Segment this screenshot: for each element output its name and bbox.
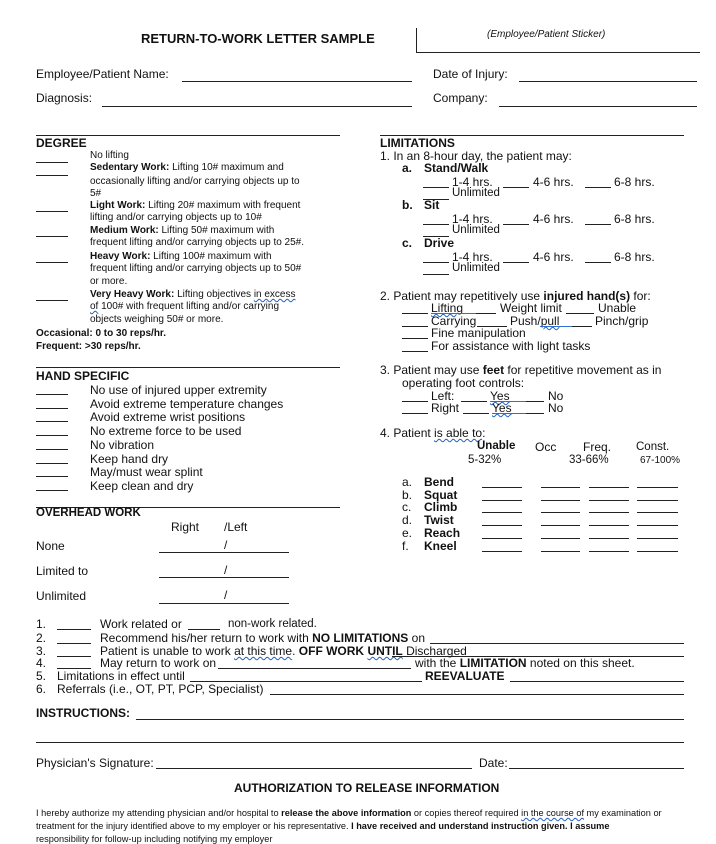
limitations-question-3-line2: operating foot controls: — [402, 376, 525, 390]
date-of-injury-label: Date of Injury: — [433, 67, 508, 81]
signature-field[interactable] — [156, 768, 472, 769]
item-6-number: 6. — [36, 682, 47, 696]
degree-light: Light Work: Lifting 20# maximum with frequent — [90, 200, 301, 211]
hand-option-blank[interactable] — [36, 463, 68, 464]
hand-assist-blank[interactable] — [402, 351, 428, 352]
movement-const-field[interactable] — [637, 500, 678, 501]
degree-blank-very-heavy[interactable] — [36, 300, 68, 301]
movement-unable-field[interactable] — [482, 487, 522, 488]
hand-carrying-blank[interactable] — [402, 326, 428, 327]
limitations-question-4: 4. Patient is able to: — [380, 426, 486, 440]
overhead-limited-slash: / — [224, 563, 228, 577]
hours-1-4-blank[interactable] — [423, 224, 449, 225]
hand-option-label: Avoid extreme temperature changes — [90, 397, 284, 411]
degree-sedentary-line3: 5# — [90, 188, 102, 199]
degree-blank-sedentary[interactable] — [36, 175, 68, 176]
work-related-label: Work related or — [100, 617, 182, 631]
diagnosis-label: Diagnosis: — [36, 91, 93, 105]
hand-unable-blank[interactable] — [566, 313, 594, 314]
company-label: Company: — [433, 91, 488, 105]
movement-freq-field[interactable] — [589, 500, 629, 501]
degree-no-lifting: No lifting — [90, 150, 129, 161]
movement-unable-field[interactable] — [482, 538, 522, 539]
degree-sedentary-line2: occasionally lifting and/or carrying objects up to — [90, 176, 300, 187]
degree-medium-line2: frequent lifting and/or carrying objects up to 25#. — [90, 237, 305, 248]
movement-freq-field[interactable] — [589, 525, 629, 526]
hours-6-8-blank[interactable] — [585, 187, 611, 188]
work-related-blank[interactable] — [57, 629, 91, 630]
movement-name: Twist — [424, 513, 454, 527]
employee-name-label: Employee/Patient Name: — [36, 67, 169, 81]
employee-name-field[interactable] — [182, 81, 412, 82]
hand-pinch-grip-label: Pinch/grip — [595, 314, 649, 328]
sticker-box-edge — [416, 28, 418, 52]
movement-key: b. — [402, 488, 413, 502]
hours-4-6-label: 4-6 hrs. — [533, 175, 574, 189]
degree-heavy-line3: or more. — [90, 276, 128, 287]
hours-1-4-label: 1-4 hrs. — [452, 250, 493, 264]
movement-name: Kneel — [424, 539, 457, 553]
overhead-none-field[interactable] — [159, 552, 289, 553]
hours-4-6-label: 4-6 hrs. — [533, 212, 574, 226]
col-freq: Freq. — [583, 440, 612, 454]
degree-very-heavy-line3: objects weighing 50# or more. — [90, 314, 224, 325]
activity-key: c. — [402, 236, 413, 250]
date-of-injury-field[interactable] — [519, 81, 697, 82]
overhead-unlimited-slash: / — [224, 588, 228, 602]
movement-freq-field[interactable] — [589, 512, 629, 513]
foot-left-label: Left: — [431, 389, 455, 403]
movement-const-field[interactable] — [637, 551, 678, 552]
degree-blank-light[interactable] — [36, 211, 68, 212]
hand-option-blank[interactable] — [36, 408, 68, 409]
movement-occ-field[interactable] — [541, 487, 580, 488]
no-limitations-date-field[interactable] — [430, 643, 684, 644]
degree-blank-none[interactable] — [36, 162, 68, 163]
hours-6-8-label: 6-8 hrs. — [614, 250, 655, 264]
activity-key: a. — [402, 161, 413, 175]
col-const: Const. — [636, 441, 670, 453]
hand-option-blank[interactable] — [36, 476, 68, 477]
hand-lifting-label: Lifting — [431, 301, 464, 315]
degree-medium: Medium Work: Lifting 50# maximum with — [90, 225, 275, 236]
occasional-definition: Occasional: 0 to 30 reps/hr. — [36, 328, 167, 339]
hours-4-6-blank[interactable] — [503, 187, 529, 188]
activity-name: Stand/Walk — [424, 161, 489, 175]
hand-rule — [36, 367, 340, 368]
movement-freq-field[interactable] — [589, 538, 629, 539]
hand-weight-blank[interactable] — [476, 313, 496, 314]
hand-heading: HAND SPECIFIC — [36, 369, 130, 383]
hand-option-blank[interactable] — [36, 490, 68, 491]
movement-name: Climb — [424, 500, 458, 514]
foot-right-yes-underline — [492, 413, 526, 414]
hours-1-4-label: 1-4 hrs. — [452, 175, 493, 189]
overhead-none-label: None — [36, 539, 65, 553]
foot-left-yes-blank[interactable] — [461, 401, 487, 402]
non-work-related-label: non-work related. — [228, 618, 317, 630]
hand-carrying-label: Carrying — [431, 314, 477, 328]
overhead-heading: OVERHEAD WORK — [36, 507, 141, 519]
movement-occ-field[interactable] — [541, 512, 580, 513]
movement-freq-field[interactable] — [589, 487, 629, 488]
document-title: RETURN-TO-WORK LETTER SAMPLE — [141, 31, 375, 46]
hand-push-pull-underline — [540, 326, 572, 327]
limitations-until-label: Limitations in effect until — [57, 669, 185, 683]
hand-option-blank[interactable] — [36, 435, 68, 436]
referrals-label: Referrals (i.e., OT, PT, PCP, Specialist) — [57, 682, 264, 696]
movement-key: f. — [402, 539, 409, 553]
instructions-field-1[interactable] — [136, 719, 684, 720]
hours-1-4-label: 1-4 hrs. — [452, 212, 493, 226]
foot-right-no-blank[interactable] — [526, 413, 544, 414]
foot-right-no-label: No — [548, 401, 564, 415]
authorization-heading: AUTHORIZATION TO RELEASE INFORMATION — [234, 781, 500, 795]
overhead-limited-label: Limited to — [36, 564, 89, 578]
authorization-text-line2: treatment for the injury identified above to my employer or his representative. I have received and understand instruction given. I assume — [36, 821, 610, 831]
hand-fine-blank[interactable] — [402, 338, 428, 339]
company-field[interactable] — [499, 106, 697, 107]
movement-name: Bend — [424, 475, 454, 489]
hand-option-label: Keep hand dry — [90, 452, 169, 466]
hours-6-8-blank[interactable] — [585, 224, 611, 225]
col-occ: Occ — [535, 440, 557, 454]
diagnosis-field[interactable] — [102, 106, 412, 107]
movement-occ-field[interactable] — [541, 538, 580, 539]
foot-left-blank[interactable] — [402, 401, 428, 402]
unlimited-label: Unlimited — [452, 187, 500, 199]
limitations-question-2: 2. Patient may repetitively use injured hand(s) for: — [380, 289, 651, 303]
hand-pinch-blank[interactable] — [572, 326, 592, 327]
may-return-date-field[interactable] — [218, 668, 411, 669]
no-limitations-blank[interactable] — [57, 643, 91, 644]
hand-fine-label: Fine manipulation — [431, 326, 526, 340]
non-work-related-blank[interactable] — [188, 629, 220, 630]
overhead-none-slash: / — [224, 538, 228, 552]
movement-const-field[interactable] — [637, 487, 678, 488]
sticker-box-bottom — [416, 52, 700, 53]
hand-unable-label: Unable — [598, 301, 637, 315]
may-return-label: May return to work on — [100, 656, 217, 670]
with-limitation-label: with the LIMITATION noted on this sheet. — [415, 656, 635, 670]
item-3-number: 3. — [36, 644, 47, 658]
hand-option-label: No vibration — [90, 438, 155, 452]
foot-right-label: Right — [431, 401, 460, 415]
reevaluate-label: REEVALUATE — [425, 669, 505, 683]
foot-left-yes-label: Yes — [490, 389, 510, 403]
degree-blank-heavy[interactable] — [36, 262, 68, 263]
movement-name: Reach — [424, 526, 461, 540]
limitations-question-3: 3. Patient may use feet for repetitive movement as in — [380, 363, 662, 377]
overhead-right-label: Right — [171, 520, 200, 534]
unlimited-label: Unlimited — [452, 224, 500, 236]
date-label: Date: — [479, 756, 508, 770]
authorization-text-line3: responsibility for follow-up including notifying my employer — [36, 834, 273, 844]
movement-occ-field[interactable] — [541, 525, 580, 526]
movement-freq-field[interactable] — [589, 551, 629, 552]
col-unable: Unable — [477, 440, 516, 452]
unable-to-work-label: Patient is unable to work at this time. OFF WORK UNTIL Discharged — [100, 644, 467, 658]
movement-occ-field[interactable] — [541, 500, 580, 501]
hand-option-label: Keep clean and dry — [90, 479, 194, 493]
overhead-unlimited-label: Unlimited — [36, 589, 87, 603]
degree-heavy-line2: frequent lifting and/or carrying objects up to 50# — [90, 263, 302, 274]
hours-4-6-blank[interactable] — [503, 224, 529, 225]
activity-key: b. — [402, 198, 413, 212]
movement-key: d. — [402, 513, 413, 527]
activity-name: Sit — [424, 198, 440, 212]
frequent-definition: Frequent: >30 reps/hr. — [36, 341, 141, 352]
movement-const-field[interactable] — [637, 525, 678, 526]
hand-weight-limit-label: Weight limit — [500, 301, 562, 315]
movement-key: c. — [402, 500, 412, 514]
degree-light-line2: lifting and/or carrying objects up to 10# — [90, 212, 262, 223]
signature-label: Physician's Signature: — [36, 756, 154, 770]
hours-6-8-label: 6-8 hrs. — [614, 212, 655, 226]
movement-key: a. — [402, 475, 413, 489]
foot-right-yes-label: Yes — [492, 401, 512, 415]
unable-to-work-blank[interactable] — [57, 656, 91, 657]
unlimited-blank[interactable] — [423, 274, 449, 275]
overhead-limited-field[interactable] — [159, 577, 289, 578]
referrals-field[interactable] — [270, 694, 684, 695]
hand-option-blank[interactable] — [36, 449, 68, 450]
foot-left-no-label: No — [548, 389, 564, 403]
hand-option-blank[interactable] — [36, 421, 68, 422]
hand-assist-label: For assistance with light tasks — [431, 339, 591, 353]
movement-key: e. — [402, 526, 413, 540]
hours-4-6-blank[interactable] — [503, 262, 529, 263]
unlimited-label: Unlimited — [452, 262, 500, 274]
degree-heavy: Heavy Work: Lifting 100# maximum with — [90, 251, 272, 262]
hand-option-label: No extreme force to be used — [90, 424, 242, 438]
item-4-number: 4. — [36, 656, 47, 670]
limitations-heading: LIMITATIONS — [380, 136, 455, 150]
item-2-number: 2. — [36, 631, 47, 645]
instructions-label: INSTRUCTIONS: — [36, 706, 130, 720]
degree-sedentary: Sedentary Work: Lifting 10# maximum and — [90, 162, 284, 173]
foot-right-yes-blank[interactable] — [463, 413, 489, 414]
instructions-field-2[interactable] — [36, 742, 684, 743]
pct-freq: 33-66% — [569, 454, 609, 466]
pct-occ: 5-32% — [468, 454, 502, 466]
limitations-question-1: 1. In an 8-hour day, the patient may: — [380, 149, 572, 163]
degree-very-heavy: Very Heavy Work: Lifting objectives in excess — [90, 289, 296, 300]
overhead-unlimited-field[interactable] — [159, 603, 289, 604]
degree-blank-medium[interactable] — [36, 236, 68, 237]
degree-heading: DEGREE — [36, 136, 87, 150]
movement-const-field[interactable] — [637, 512, 678, 513]
pct-const: 67-100% — [640, 455, 681, 466]
foot-left-no-blank[interactable] — [526, 401, 544, 402]
movement-const-field[interactable] — [637, 538, 678, 539]
movement-unable-field[interactable] — [482, 551, 522, 552]
item-1-number: 1. — [36, 617, 47, 631]
hours-6-8-blank[interactable] — [585, 262, 611, 263]
foot-right-blank[interactable] — [402, 413, 428, 414]
overhead-left-label: /Left — [224, 520, 248, 534]
hand-option-label: No use of injured upper extremity — [90, 383, 267, 397]
hours-1-4-blank[interactable] — [423, 187, 449, 188]
movement-unable-field[interactable] — [482, 512, 522, 513]
movement-name: Squat — [424, 488, 458, 502]
movement-unable-field[interactable] — [482, 500, 522, 501]
movement-occ-field[interactable] — [541, 551, 580, 552]
authorization-text-line1: I hereby authorize my attending physician and/or hospital to release the above information or copies thereof required in the course of my examination or — [36, 808, 662, 818]
reevaluate-field[interactable] — [510, 681, 684, 682]
hours-4-6-label: 4-6 hrs. — [533, 250, 574, 264]
hand-option-blank[interactable] — [36, 394, 68, 395]
hours-1-4-blank[interactable] — [423, 262, 449, 263]
degree-very-heavy-line2: of 100# with frequent lifting and/or carrying — [90, 301, 280, 312]
sticker-label: (Employee/Patient Sticker) — [487, 29, 606, 40]
no-limitations-label: Recommend his/her return to work with NO LIMITATIONS on — [100, 631, 425, 645]
item-5-number: 5. — [36, 669, 47, 683]
hours-6-8-label: 6-8 hrs. — [614, 175, 655, 189]
hand-lifting-blank[interactable] — [402, 313, 428, 314]
activity-name: Drive — [424, 236, 455, 250]
hand-option-label: May/must wear splint — [90, 465, 203, 479]
date-field[interactable] — [509, 768, 684, 769]
hand-option-label: Avoid extreme wrist positions — [90, 410, 246, 424]
hand-push-pull-label: Push/pull — [510, 314, 560, 328]
movement-unable-field[interactable] — [482, 525, 522, 526]
